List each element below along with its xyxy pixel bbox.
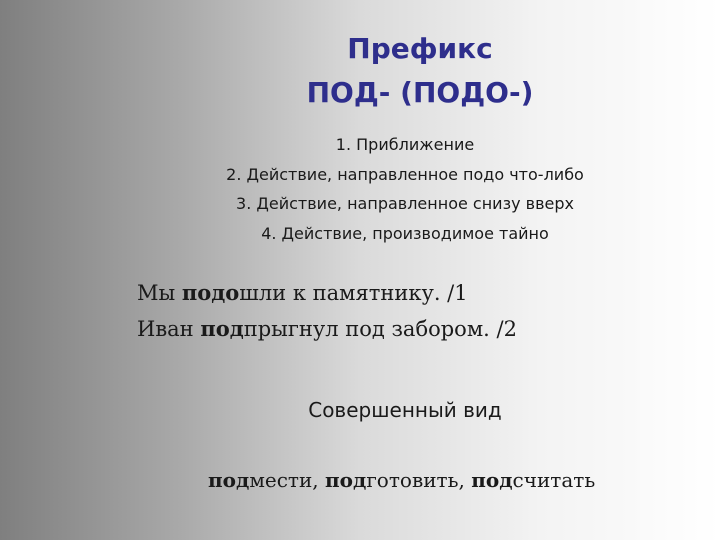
verb-prefix: под: [325, 468, 367, 492]
slide-title: Префикс: [347, 32, 493, 65]
example-text-rest: прыгнул под забором. /2: [243, 317, 517, 341]
aspect-label: Совершенный вид: [308, 398, 502, 422]
meaning-item: 2. Действие, направленное подо что-либо: [226, 164, 584, 184]
verb-prefix: под: [208, 468, 250, 492]
meanings-list: [150, 130, 660, 248]
example-sentence: [137, 275, 517, 311]
example-prefix: под: [200, 316, 244, 341]
meaning-item: 4. Действие, производимое тайно: [261, 223, 549, 243]
verb-examples: [208, 468, 595, 492]
verb-rest: считать: [512, 468, 596, 492]
slide-subtitle: ПОД- (ПОДО-): [306, 76, 534, 109]
verb-prefix: под: [471, 468, 513, 492]
meaning-item: 1. Приближение: [335, 135, 475, 154]
example-text-before: Мы: [137, 281, 182, 305]
example-text-before: Иван: [137, 317, 201, 341]
verb-rest: готовить,: [366, 468, 472, 492]
example-sentences: [137, 275, 517, 347]
verb-rest: мести,: [249, 468, 326, 492]
example-text-rest: шли к памятнику. /1: [239, 281, 468, 305]
example-prefix: подо: [181, 280, 240, 305]
meaning-item: 3. Действие, направленное снизу вверх: [236, 194, 574, 213]
example-sentence: [137, 311, 517, 347]
